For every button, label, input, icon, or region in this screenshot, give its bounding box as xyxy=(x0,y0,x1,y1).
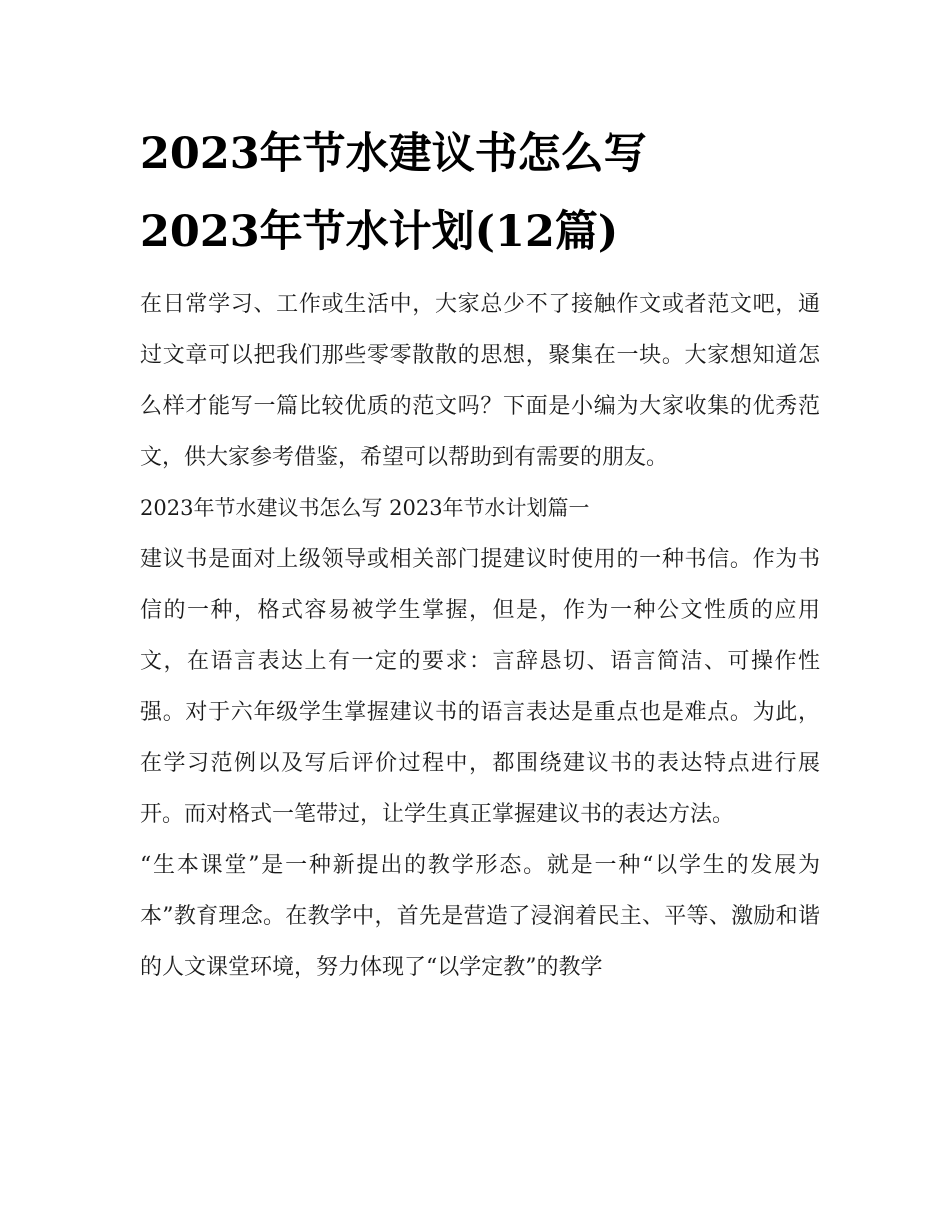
intro-paragraph: 在日常学习、工作或生活中，大家总少不了接触作文或者范文吧，通过文章可以把我们那些零零散散的思想，聚集在一块。大家想知道怎么样才能写一篇比较优质的范文吗？下面是小编为大家收集的优秀范文，供大家参考借鉴，希望可以帮助到有需要的朋友。 xyxy=(140,292,820,470)
document-body xyxy=(140,279,820,993)
document-page xyxy=(140,115,820,993)
document-title xyxy=(140,115,820,271)
title-line-1: 2023年节水建议书怎么写 xyxy=(140,129,647,179)
section-heading: 2023年节水建议书怎么写 2023年节水计划篇一 xyxy=(140,496,590,520)
body-paragraph-2: “生本课堂”是一种新提出的教学形态。就是一种“以学生的发展为本”教育理念。在教学中，首先是营造了浸润着民主、平等、激励和谐的人文课堂环境，努力体现了“以学定教”的教学 xyxy=(140,853,820,980)
title-line-2: 2023年节水计划(12篇) xyxy=(140,207,619,257)
body-paragraph-1: 建议书是面对上级领导或相关部门提建议时使用的一种书信。作为书信的一种，格式容易被学生掌握，但是，作为一种公文性质的应用文，在语言表达上有一定的要求：言辞恳切、语言简洁、可操作性强。对于六年级学生掌握建议书的语言表达是重点也是难点。为此，在学习范例以及写后评价过程中，都围绕建议书的表达特点进行展开。而对格式一笔带过，让学生真正掌握建议书的表达方法。 xyxy=(140,547,820,827)
